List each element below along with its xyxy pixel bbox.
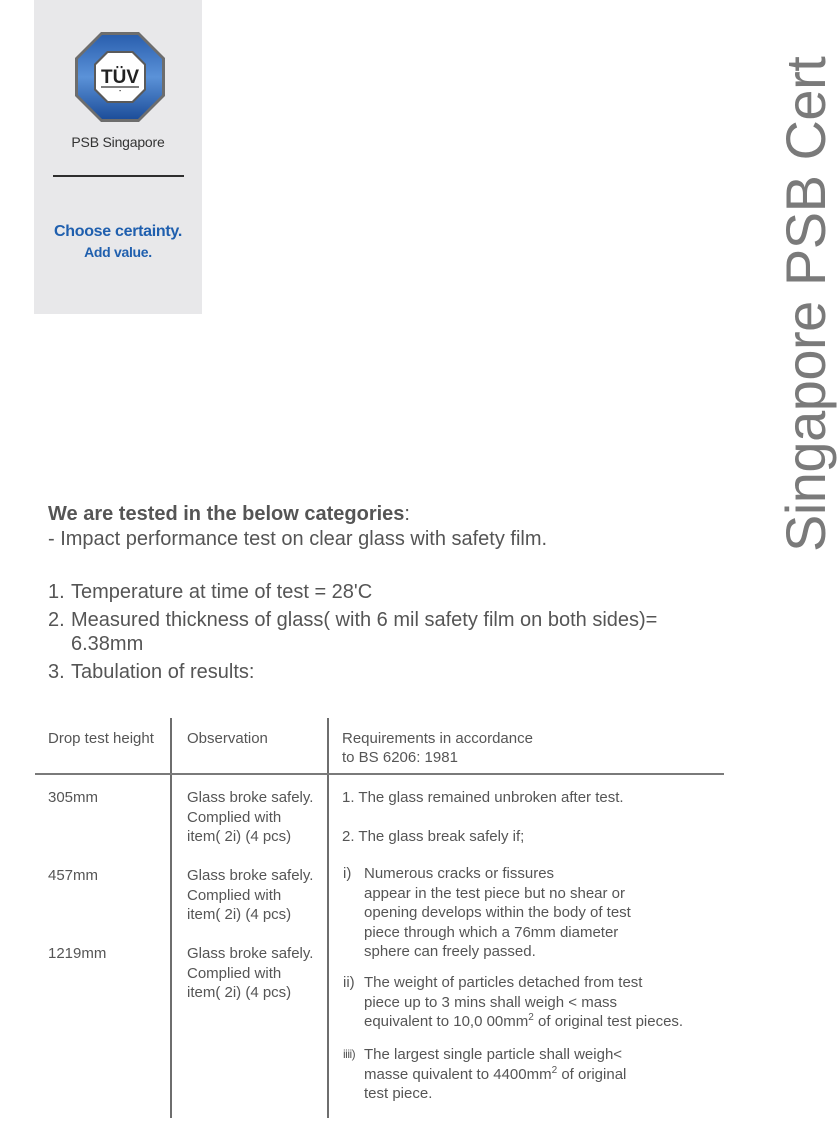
table-column-divider <box>327 718 329 1118</box>
requirement-2-ii <box>343 973 723 1032</box>
list-item <box>48 608 668 656</box>
sub-line: The weight of particles detached from test <box>364 974 643 991</box>
sub-body <box>364 973 723 1032</box>
sub-line <box>364 1012 723 1032</box>
sub-line: opening develops within the body of test <box>364 904 631 921</box>
list-item <box>48 580 668 604</box>
brand-divider <box>53 175 184 177</box>
test-details-list <box>48 580 668 688</box>
observation-line: item( 2i) (4 pcs) <box>187 906 292 923</box>
brand-name: PSB Singapore <box>71 134 165 150</box>
list-item-number: 1. <box>48 581 65 603</box>
observation-line: Glass broke safely. <box>187 789 314 806</box>
requirement-2: 2. The glass break safely if; <box>342 828 525 845</box>
drop-height-cell: 305mm <box>48 789 99 806</box>
drop-height-cell: 457mm <box>48 867 99 884</box>
sub-marker: iiii) <box>343 1047 356 1061</box>
header-line: to BS 6206: 1981 <box>342 749 458 766</box>
sub-line: test piece. <box>364 1085 433 1102</box>
sub-body <box>364 1045 723 1104</box>
brand-panel <box>34 0 202 314</box>
table-header-drop-height: Drop test height <box>48 730 154 747</box>
sub-line: sphere can freely passed. <box>364 943 536 960</box>
logo-text: TÜV <box>101 67 139 88</box>
intro-subtitle: - Impact performance test on clear glass with safety film. <box>48 528 548 550</box>
list-item-text: Measured thickness of glass( with 6 mil safety film on both sides)= 6.38mm <box>71 609 658 655</box>
sub-text: equivalent to 10,0 00mm <box>364 1013 529 1030</box>
sub-marker: i) <box>343 865 352 882</box>
observation-line: Glass broke safely. <box>187 867 314 884</box>
sub-line: The largest single particle shall weigh< <box>364 1046 623 1063</box>
list-item-text: Temperature at time of test = 28'C <box>71 581 373 603</box>
observation-cell <box>187 944 327 1003</box>
intro-heading: We are tested in the below categories <box>48 503 405 525</box>
list-item-text: Tabulation of results: <box>71 661 255 683</box>
table-column-divider <box>170 718 172 1118</box>
requirement-2-i <box>343 864 723 962</box>
header-line: Requirements in accordance <box>342 730 533 747</box>
sub-text: masse quivalent to 4400mm <box>364 1065 552 1083</box>
sub-text: of original test pieces. <box>533 1013 684 1030</box>
intro-section <box>48 502 668 552</box>
observation-line: item( 2i) (4 pcs) <box>187 984 292 1001</box>
intro-heading-line <box>48 502 668 527</box>
observation-line: item( 2i) (4 pcs) <box>187 828 292 845</box>
list-item-number: 2. <box>48 609 65 631</box>
tagline-line-1: Choose certainty. <box>54 223 182 240</box>
observation-cell <box>187 788 327 847</box>
vertical-page-title: Singapore PSB Cert <box>774 56 837 552</box>
requirement-2-iii <box>343 1045 723 1104</box>
sub-line: appear in the test piece but no shear or <box>364 884 626 902</box>
observation-line: Glass broke safely. <box>187 945 314 962</box>
sub-line: piece up to 3 mins shall weigh < mass <box>364 993 618 1011</box>
sub-line <box>364 1065 723 1085</box>
observation-line: Complied with <box>187 808 282 826</box>
sub-line: piece through which a 76mm diameter <box>364 923 619 941</box>
requirement-1: 1. The glass remained unbroken after test. <box>342 789 624 806</box>
list-item <box>48 660 668 684</box>
intro-heading-colon: : <box>404 503 410 525</box>
observation-line: Complied with <box>187 886 282 904</box>
drop-height-cell: 1219mm <box>48 945 107 962</box>
superscript: 2 <box>551 1064 558 1076</box>
table-header-observation: Observation <box>187 730 268 747</box>
tagline-line-2: Add value. <box>84 244 152 260</box>
tuv-logo-icon <box>74 31 166 123</box>
tagline <box>34 222 202 262</box>
table-header-requirements <box>342 729 642 767</box>
sub-marker: ii) <box>343 974 355 991</box>
sub-line: Numerous cracks or fissures <box>364 865 555 882</box>
sub-body <box>364 864 723 962</box>
sub-text: of original <box>557 1065 627 1083</box>
superscript: 2 <box>528 1012 534 1023</box>
list-item-number: 3. <box>48 661 65 683</box>
observation-cell <box>187 866 327 925</box>
observation-line: Complied with <box>187 964 282 982</box>
table-header-rule <box>35 773 724 775</box>
